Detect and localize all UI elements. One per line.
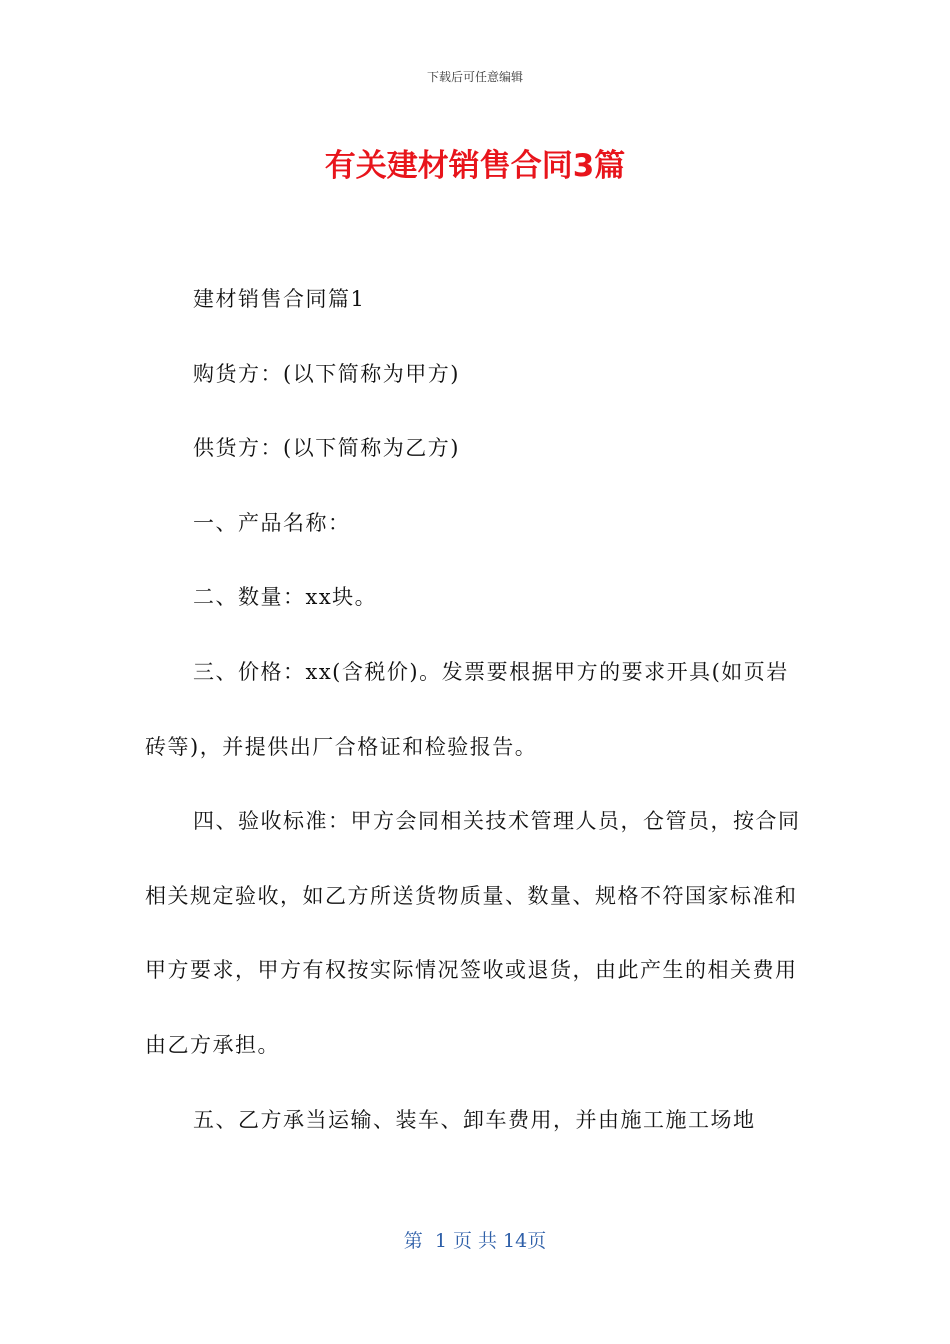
clause-transport: 五、乙方承当运输、装车、卸车费用，并由施工施工场地 bbox=[193, 1107, 756, 1132]
header-note: 下载后可任意编辑 bbox=[426, 70, 523, 84]
clause-acceptance: 四、验收标准：甲方会同相关技术管理人员，仓管员，按合同相关规定验收，如乙方所送货物质量、数量、规格不符国家标准和甲方要求，甲方有权按实际情况签收或退货，由此产生的相关费用由乙方承担。 bbox=[145, 809, 801, 1057]
buyer-line: 购货方：(以下简称为甲方) bbox=[193, 361, 460, 386]
supplier-line: 供货方：(以下简称为乙方) bbox=[193, 436, 460, 461]
clause-price: 三、价格：xx(含税价)。发票要根据甲方的要求开具(如页岩砖等)，并提供出厂合格证和检验报告。 bbox=[145, 659, 789, 759]
clause-product-name: 一、产品名称： bbox=[193, 510, 351, 535]
section-heading: 建材销售合同篇1 bbox=[193, 287, 366, 311]
document-title: 有关建材销售合同3篇 bbox=[324, 148, 626, 184]
document-body bbox=[145, 262, 805, 1157]
page-number-footer: 第 1 页 共 14页 bbox=[403, 1230, 547, 1252]
clause-quantity: 二、数量：xx块。 bbox=[193, 585, 378, 610]
